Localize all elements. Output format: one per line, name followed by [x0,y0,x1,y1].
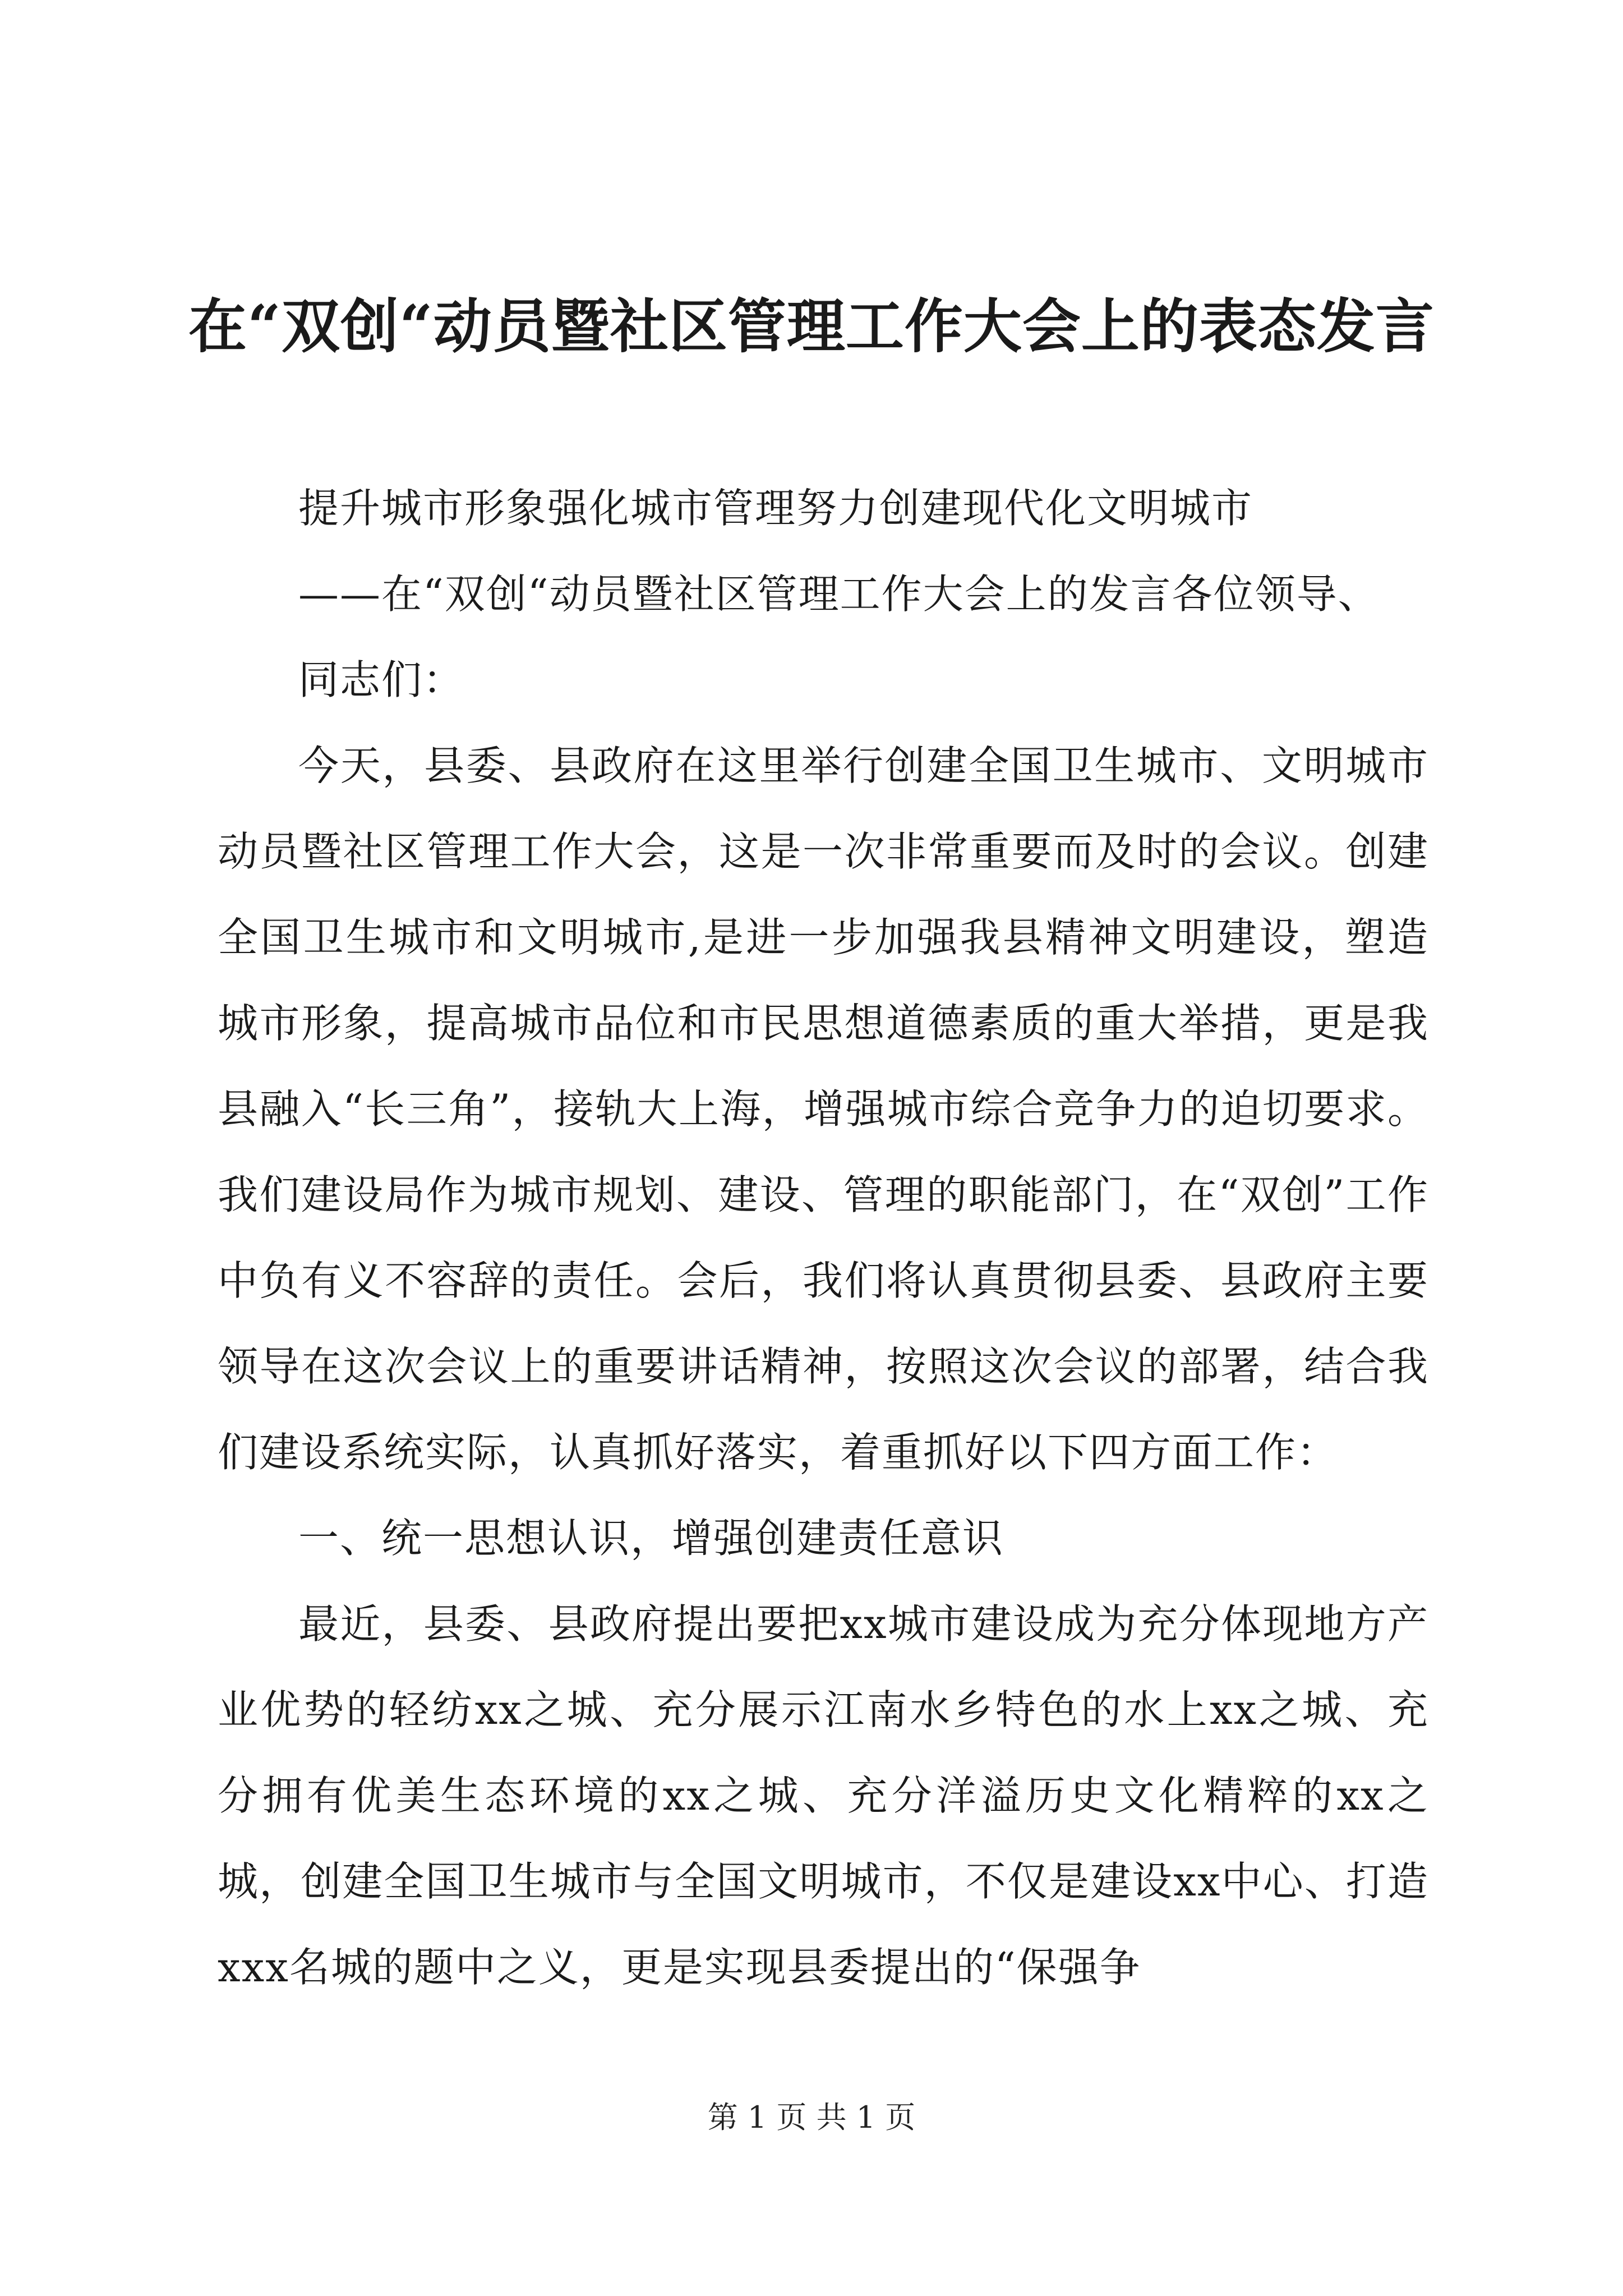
salutation: 同志们： [298,656,465,703]
document-title: 在“双创“动员暨社区管理工作大会上的表态发言 [188,292,1435,361]
subtitle: 提升城市形象强化城市管理努力创建现代化文明城市 [298,485,1253,532]
document-body [218,466,1429,2010]
byline: ——在“双创“动员暨社区管理工作大会上的发言各位领导、 [298,570,1380,618]
paragraph: 今天，县委、县政府在这里举行创建全国卫生城市、文明城市动员暨社区管理工作大会，这是一次非常重要而及时的会议。创建全国卫生城市和文明城市,是进一步加强我县精神文明建设，塑造城市形象，提高城市品位和市民思想道德素质的重大举措，更是我县融入“长三角”，接轨大上海，增强城市综合竞争力的迫切要求。我们建设局作为城市规划、建设、管理的职能部门，在“双创”工作中负有义不容辞的责任。会后，我们将认真贯彻县委、县政府主要领导在这次会议上的重要讲话精神，按照这次会议的部署，结合我们建设系统实际，认真抓好落实，着重抓好以下四方面工作： [218,742,1429,1476]
page-number-footer: 第 1 页 共 1 页 [707,2100,916,2135]
section-heading: 一、统一思想认识，增强创建责任意识 [298,1515,1004,1562]
paragraph: 最近，县委、县政府提出要把xx城市建设成为充分体现地方产业优势的轻纺xx之城、充分展示江南水乡特色的水上xx之城、充分拥有优美生态环境的xx之城、充分洋溢历史文化精粹的xx之城，创建全国卫生城市与全国文明城市，不仅是建设xx中心、打造xxx名城的题中之义，更是实现县委提出的“保强争 [218,1600,1429,1991]
